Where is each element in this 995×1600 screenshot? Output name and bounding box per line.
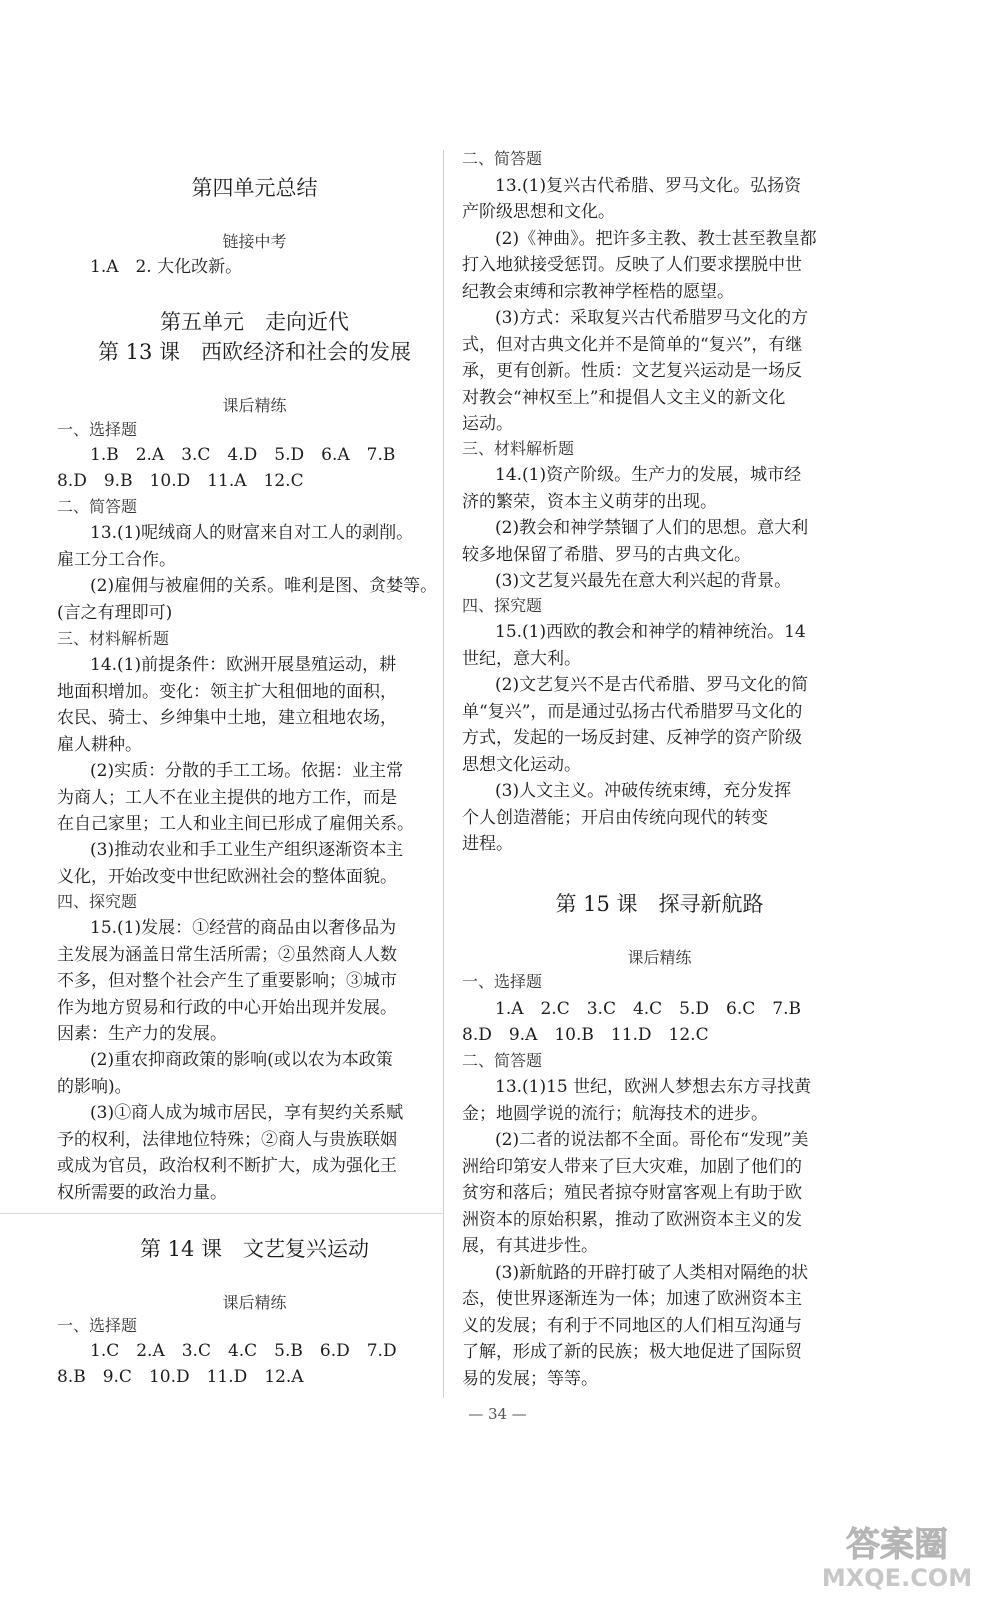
text-line: 15.(1)西欧的教会和神学的精神统治。14 (495, 622, 806, 642)
text-line: 产阶级思想和文化。 (462, 202, 615, 222)
lesson14-kehou-heading: 课后精练 (222, 1293, 287, 1312)
lesson15-kehou-heading: 课后精练 (627, 948, 692, 967)
text-line: (3)方式：采取复兴古代希腊罗马文化的方 (495, 308, 809, 328)
page-number: — 34 — (468, 1405, 527, 1423)
text-line: 二、简答题 (57, 497, 138, 516)
text-line: (2)文艺复兴不是古代希腊、罗马文化的简 (495, 675, 809, 695)
text-line: 四、探究题 (57, 892, 138, 911)
text-line: 13.(1)复兴古代希腊、罗马文化。弘扬资 (495, 176, 802, 196)
text-line: 或成为官员，政治权利不断扩大，成为强化王 (57, 1156, 397, 1176)
text-line: 单“复兴”，而是通过弘扬古代希腊罗马文化的 (462, 702, 803, 722)
text-line: (2)雇佣与被雇佣的关系。唯利是图、贪婪等。 (90, 576, 438, 596)
section-rule (0, 1213, 443, 1214)
text-line: (2)实质：分散的手工工场。依据：业主常 (90, 761, 404, 781)
text-line: 态，使世界逐渐连为一体；加速了欧洲资本主 (462, 1289, 802, 1309)
text-line: 农民、骑士、乡绅集中土地，建立租地农场， (57, 708, 397, 728)
text-line: 二、简答题 (462, 1051, 543, 1070)
text-line: 三、材料解析题 (462, 439, 575, 458)
text-line: 洲给印第安人带来了巨大灾难，加剧了他们的 (462, 1157, 802, 1177)
text-line: 8.B 9.C 10.D 11.D 12.A (57, 1367, 304, 1387)
text-line: 一、选择题 (57, 420, 138, 439)
text-line: 了解，形成了新的民族；极大地促进了国际贸 (462, 1342, 802, 1362)
text-line: 易的发展；等等。 (462, 1369, 598, 1389)
text-line: (2)二者的说法都不全面。哥伦布“发现”美 (495, 1130, 809, 1150)
unit4-summary-title: 第四单元总结 (191, 176, 318, 200)
text-line: 雇工分工合作。 (57, 550, 176, 570)
text-line: (3)推动农业和手工业生产组织逐渐资本主 (90, 840, 404, 860)
text-line: 进程。 (462, 834, 513, 854)
text-line: 主发展为涵盖日常生活所需；②虽然商人人数 (57, 945, 397, 965)
text-line: 四、探究题 (462, 596, 543, 615)
text-line: 对教会“神权至上”和提倡人文主义的新文化 (462, 388, 786, 408)
watermark-text-top: 答案圈 (846, 1525, 948, 1565)
text-line: 8.D 9.B 10.D 11.A 12.C (57, 471, 304, 491)
lianjie-answers: 1.A 2. 大化改新。 (90, 257, 243, 277)
text-line: 作为地方贸易和行政的中心开始出现并发展。 (57, 998, 397, 1018)
text-line: 义化，开始改变中世纪欧洲社会的整体面貌。 (57, 867, 397, 887)
unit5-title: 第五单元 走向近代 (160, 310, 349, 334)
text-line: 贫穷和落后；殖民者掠夺财富客观上有助于欧 (462, 1183, 802, 1203)
lesson13-title: 第 13 课 西欧经济和社会的发展 (97, 340, 412, 364)
text-line: 15.(1)发展：①经营的商品由以奢侈品为 (90, 918, 397, 938)
watermark-logo-icon (817, 1516, 977, 1592)
watermark-text-bottom: MXQE.COM (821, 1564, 973, 1592)
text-line: (言之有理即可) (57, 603, 173, 623)
text-line: 济的繁荣，资本主义萌芽的出现。 (462, 492, 717, 512)
text-line: 金；地圆学说的流行；航海技术的进步。 (462, 1104, 768, 1124)
text-line: 展，有其进步性。 (462, 1236, 598, 1256)
text-line: 式，但对古典文化并不是简单的“复兴”，有继 (462, 335, 803, 355)
text-line: 义的发展；有利于不同地区的人们相互沟通与 (462, 1316, 802, 1336)
text-line: 运动。 (462, 414, 513, 434)
text-line: 较多地保留了希腊、罗马的古典文化。 (462, 545, 751, 565)
text-line: 地面积增加。变化：领主扩大租佃地的面积， (57, 682, 397, 702)
text-line: (3)新航路的开辟打破了人类相对隔绝的状 (495, 1263, 809, 1283)
text-line: 三、材料解析题 (57, 629, 170, 648)
text-line: 14.(1)前提条件：欧洲开展垦殖运动，耕 (90, 655, 397, 675)
text-line: 13.(1)呢绒商人的财富来自对工人的剥削。 (90, 523, 414, 543)
text-line: 二、简答题 (462, 149, 543, 168)
text-line: 打入地狱接受惩罚。反映了人们要求摆脱中世 (462, 255, 802, 275)
text-line: 方式，发起的一场反封建、反神学的资产阶级 (462, 728, 802, 748)
text-line: 思想文化运动。 (462, 755, 581, 775)
text-line: 予的权利，法律地位特殊；②商人与贵族联姻 (57, 1130, 397, 1150)
text-line: 洲资本的原始积累，推动了欧洲资本主义的发 (462, 1210, 802, 1230)
text-line: 1.B 2.A 3.C 4.D 5.D 6.A 7.B (90, 445, 396, 465)
text-line: 雇人耕种。 (57, 735, 142, 755)
text-line: (3)人文主义。冲破传统束缚，充分发挥 (495, 781, 792, 801)
text-line: (2)重农抑商政策的影响(或以农为本政策 (90, 1050, 393, 1070)
lesson14-title: 第 14 课 文艺复兴运动 (139, 1237, 370, 1261)
text-line: 14.(1)资产阶级。生产力的发展，城市经 (495, 465, 802, 485)
text-line: (3)①商人成为城市居民，享有契约关系赋 (90, 1103, 404, 1123)
text-line: 13.(1)15 世纪，欧洲人梦想去东方寻找黄 (495, 1077, 812, 1097)
text-line: 权所需要的政治力量。 (57, 1183, 227, 1203)
lesson13-kehou-heading: 课后精练 (222, 396, 287, 415)
text-line: 在自己家里；工人和业主间已形成了雇佣关系。 (57, 814, 414, 834)
text-line: 的影响)。 (57, 1077, 132, 1097)
text-line: 个人创造潜能；开启由传统向现代的转变 (462, 808, 768, 828)
text-line: 承，更有创新。性质：文艺复兴运动是一场反 (462, 361, 802, 381)
text-line: 因素：生产力的发展。 (57, 1024, 227, 1044)
lesson15-title: 第 15 课 探寻新航路 (555, 892, 764, 916)
text-line: 纪教会束缚和宗教神学桎梏的愿望。 (462, 282, 734, 302)
text-line: 一、选择题 (57, 1316, 138, 1335)
lianjie-zhongkao-heading: 链接中考 (222, 232, 287, 251)
text-line: 8.D 9.A 10.B 11.D 12.C (462, 1025, 709, 1045)
text-line: (2)教会和神学禁锢了人们的思想。意大利 (495, 518, 809, 538)
text-line: 1.A 2.C 3.C 4.C 5.D 6.C 7.B (495, 999, 801, 1019)
text-line: (2)《神曲》。把许多主教、教士甚至教皇都 (495, 229, 817, 249)
text-line: 世纪，意大利。 (462, 649, 581, 669)
text-line: (3)文艺复兴最先在意大利兴起的背景。 (495, 571, 792, 591)
text-line: 不多，但对整个社会产生了重要影响；③城市 (57, 971, 397, 991)
text-line: 1.C 2.A 3.C 4.C 5.B 6.D 7.D (90, 1341, 397, 1361)
text-line: 一、选择题 (462, 972, 543, 991)
text-line: 为商人；工人不在业主提供的地方工作，而是 (57, 788, 397, 808)
